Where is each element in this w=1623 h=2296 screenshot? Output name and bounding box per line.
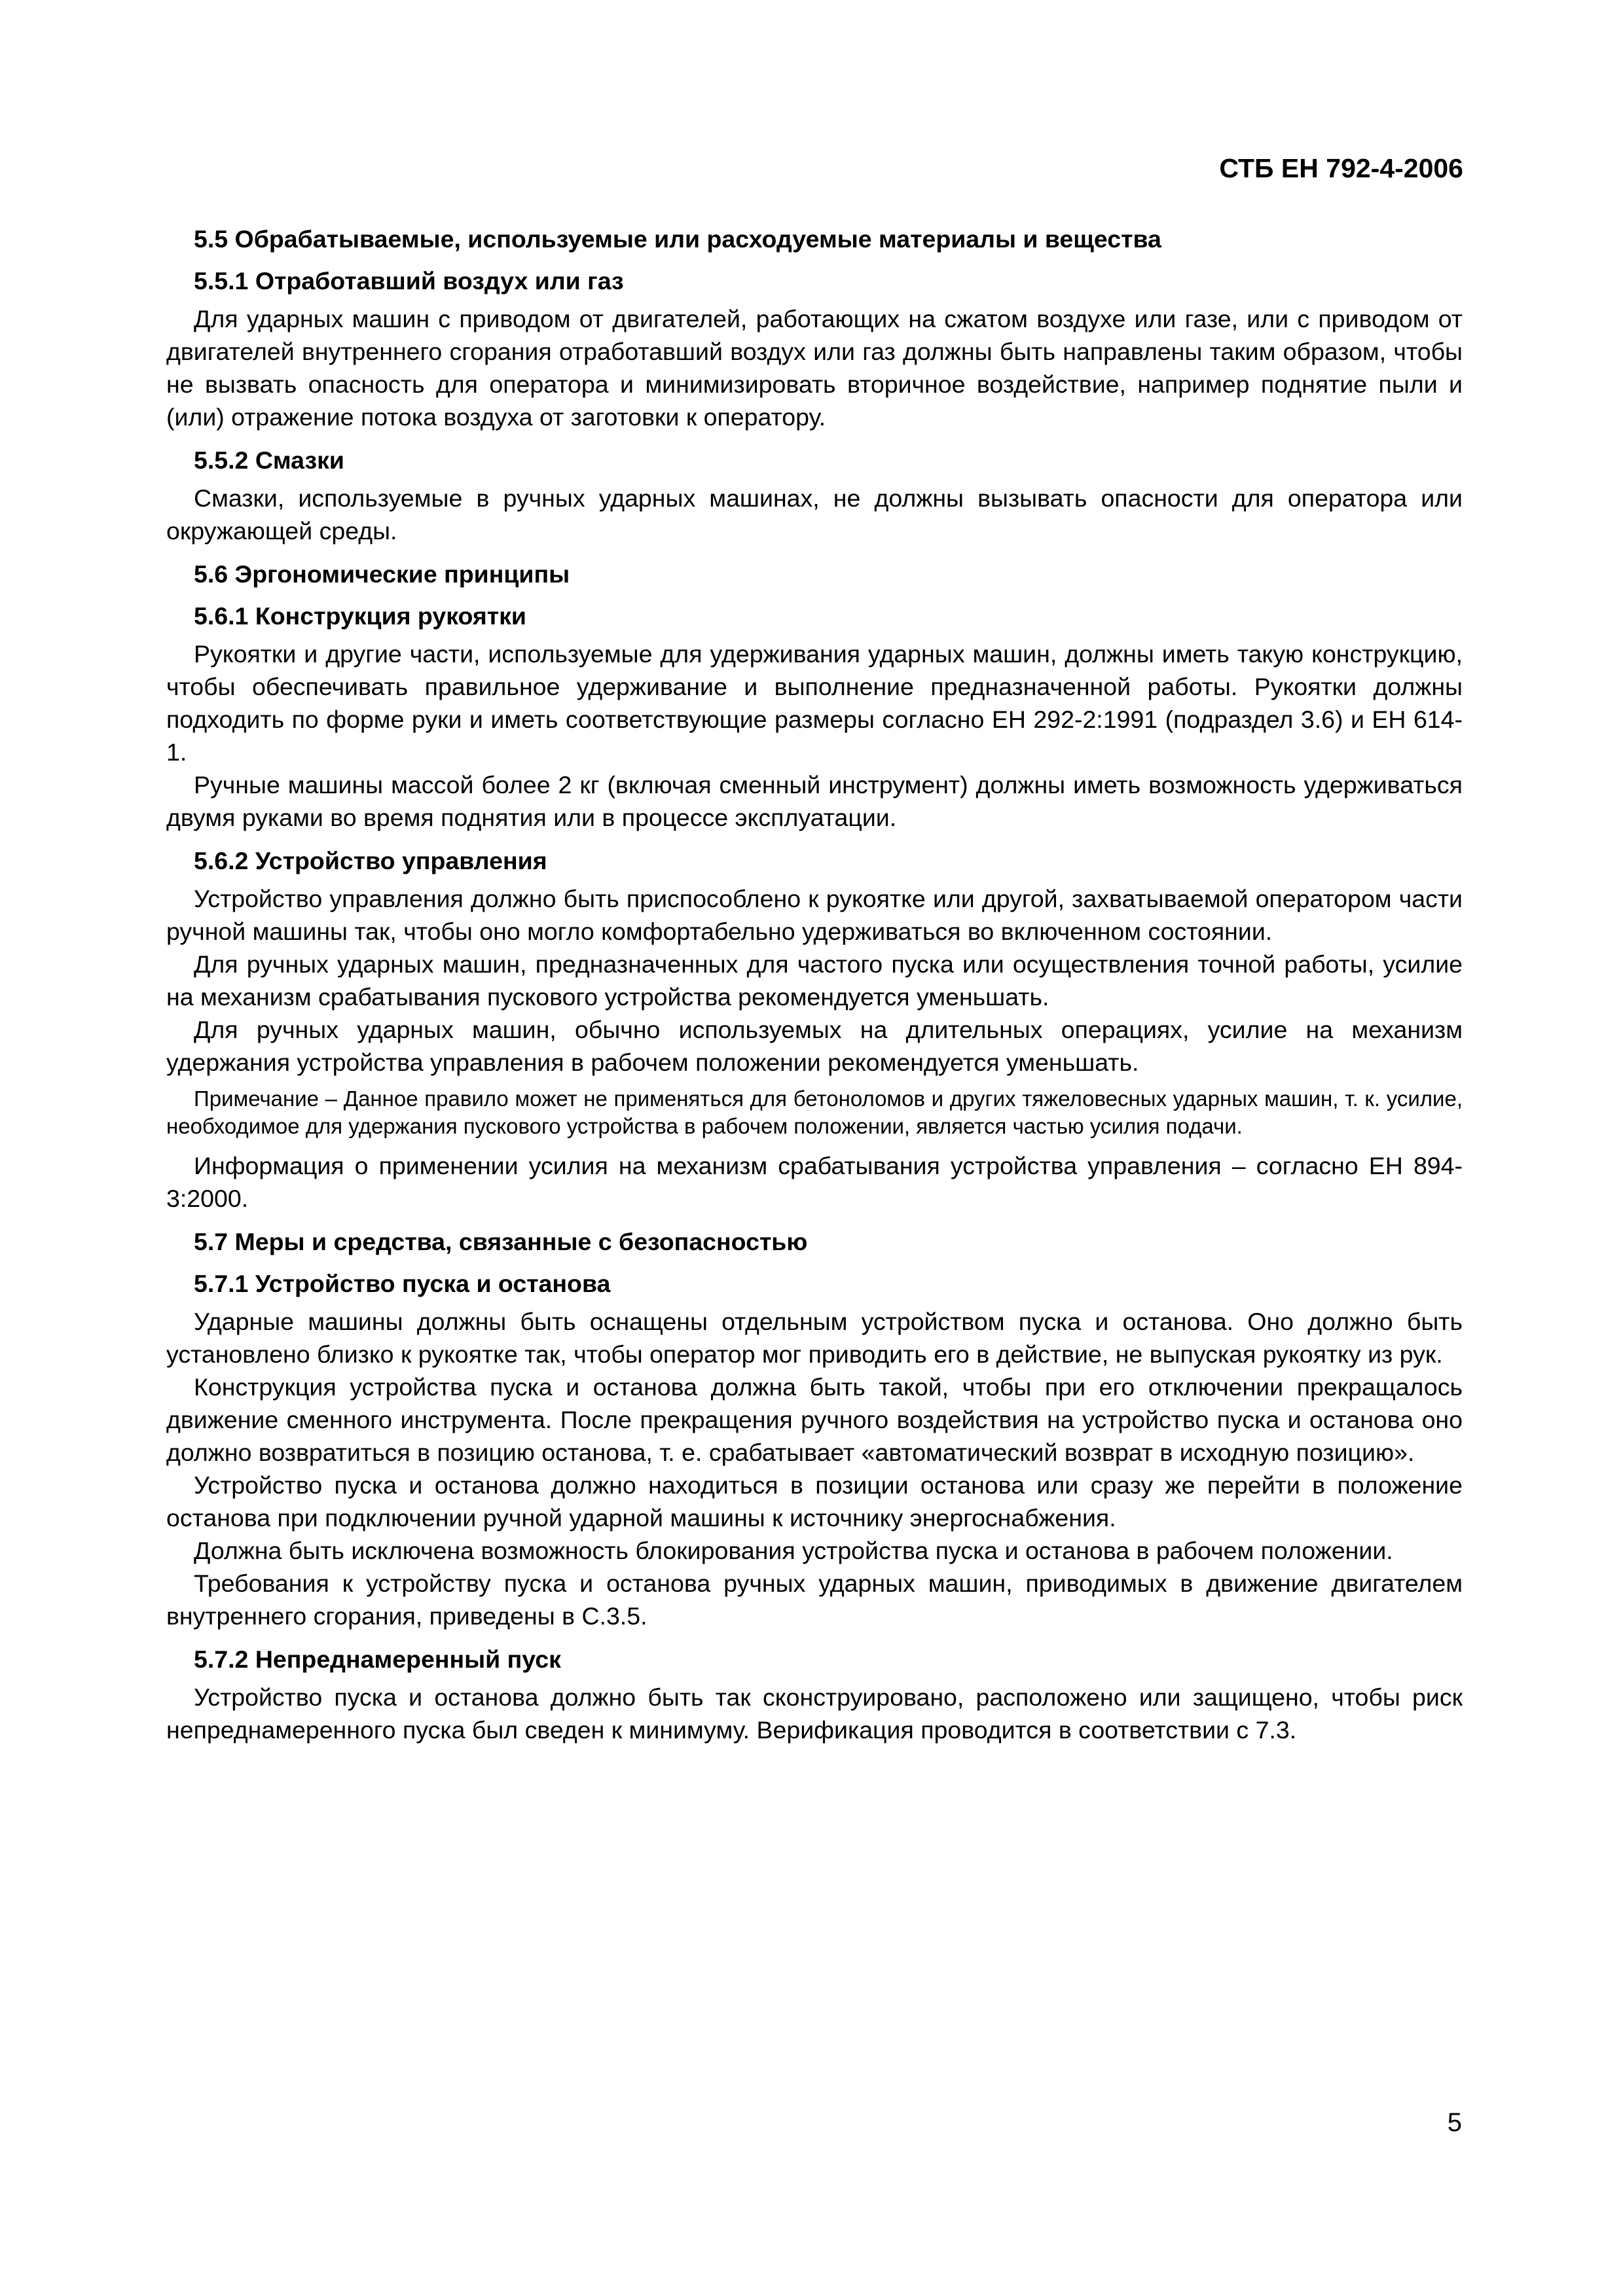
paragraph: Для ударных машин с приводом от двигателей, работающих на сжатом воздухе или газе, или с приводом от двигателей внутреннего сгорания отработавший воздух или газ должны быть направлены таким образом, чтобы не вызвать опасность для оператора и минимизировать вторичное воздействие, например поднятие пыли и (или) отражение потока воздуха от заготовки к оператору. [166, 305, 1463, 431]
paragraph: Ручные машины массой более 2 кг (включая сменный инструмент) должны иметь возможность удерживаться двумя руками во время поднятия или в процессе эксплуатации. [166, 771, 1463, 831]
paragraph: Смазки, используемые в ручных ударных машинах, не должны вызывать опасности для оператора или окружающей среды. [166, 484, 1463, 545]
paragraph: Устройство управления должно быть приспособлено к рукоятке или другой, захватываемой оператором части ручной машины так, чтобы оно могло комфортабельно удерживаться во включенном состоянии. [166, 885, 1463, 945]
section-heading-5-6-2: 5.6.2 Устройство управления [194, 847, 547, 874]
paragraph: Для ручных ударных машин, обычно используемых на длительных операциях, усилие на механизм удержания устройства управления в рабочем положении рекомендуется уменьшать. [166, 1016, 1463, 1076]
section-heading-5-7-1: 5.7.1 Устройство пуска и останова [194, 1270, 611, 1297]
paragraph: Информация о применении усилия на механизм срабатывания устройства управления – согласно ЕН 894-3:2000. [166, 1152, 1463, 1212]
paragraph: Устройство пуска и останова должно быть так сконструировано, расположено или защищено, чтобы риск непреднамеренного пуска был сведен к минимуму. Верификация проводится в соответствии с 7.3. [166, 1683, 1463, 1744]
section-heading-5-5-2: 5.5.2 Смазки [194, 446, 344, 474]
paragraph: Должна быть исключена возможность блокирования устройства пуска и останова в рабочем положении. [194, 1537, 1393, 1564]
section-heading-5-5-1: 5.5.1 Отработавший воздух или газ [194, 267, 624, 295]
section-heading-5-6: 5.6 Эргономические принципы [194, 560, 570, 588]
note: Примечание – Данное правило может не применяться для бетоноломов и других тяжеловесных ударных машин, т. к. усилие, необходимое для удержания пускового устройства в рабочем положении, является частью усилия подачи. [166, 1086, 1463, 1138]
page-number: 5 [1447, 2108, 1462, 2137]
paragraph: Рукоятки и другие части, используемые для удерживания ударных машин, должны иметь такую конструкцию, чтобы обеспечивать правильное удерживание и выполнение предназначенной работы. Рукоятки должны подходить по форме руки и иметь соответствующие размеры согласно ЕН 292-2:1991 (подраздел 3.6) и ЕН 614-1. [166, 640, 1463, 766]
paragraph: Ударные машины должны быть оснащены отдельным устройством пуска и останова. Оно должно быть установлено близко к рукоятке так, чтобы оператор мог приводить его в действие, не выпуская рукоятку из рук. [166, 1308, 1463, 1368]
paragraph: Конструкция устройства пуска и останова должна быть такой, чтобы при его отключении прекращалось движение сменного инструмента. После прекращения ручного воздействия на устройство пуска и останова оно должно возвратиться в позицию останова, т. е. срабатывает «автоматический возврат в исходную позицию». [166, 1373, 1463, 1466]
paragraph: Устройство пуска и останова должно находиться в позиции останова или сразу же перейти в положение останова при подключении ручной ударной машины к источнику энергоснабжения. [166, 1471, 1463, 1532]
section-heading-5-7-2: 5.7.2 Непреднамеренный пуск [194, 1645, 561, 1673]
section-heading-5-6-1: 5.6.1 Конструкция рукоятки [194, 602, 526, 630]
paragraph: Для ручных ударных машин, предназначенных для частого пуска или осуществления точной работы, усилие на механизм срабатывания пускового устройства рекомендуется уменьшать. [166, 950, 1463, 1011]
section-heading-5-7: 5.7 Меры и средства, связанные с безопасностью [194, 1228, 808, 1255]
document-code: СТБ ЕН 792-4-2006 [1219, 153, 1463, 183]
paragraph: Требования к устройству пуска и останова ручных ударных машин, приводимых в движение двигателем внутреннего сгорания, приведены в С.3.5. [166, 1570, 1463, 1630]
section-heading-5-5: 5.5 Обрабатываемые, используемые или расходуемые материалы и вещества [194, 225, 1161, 253]
document-body [166, 223, 1463, 1746]
